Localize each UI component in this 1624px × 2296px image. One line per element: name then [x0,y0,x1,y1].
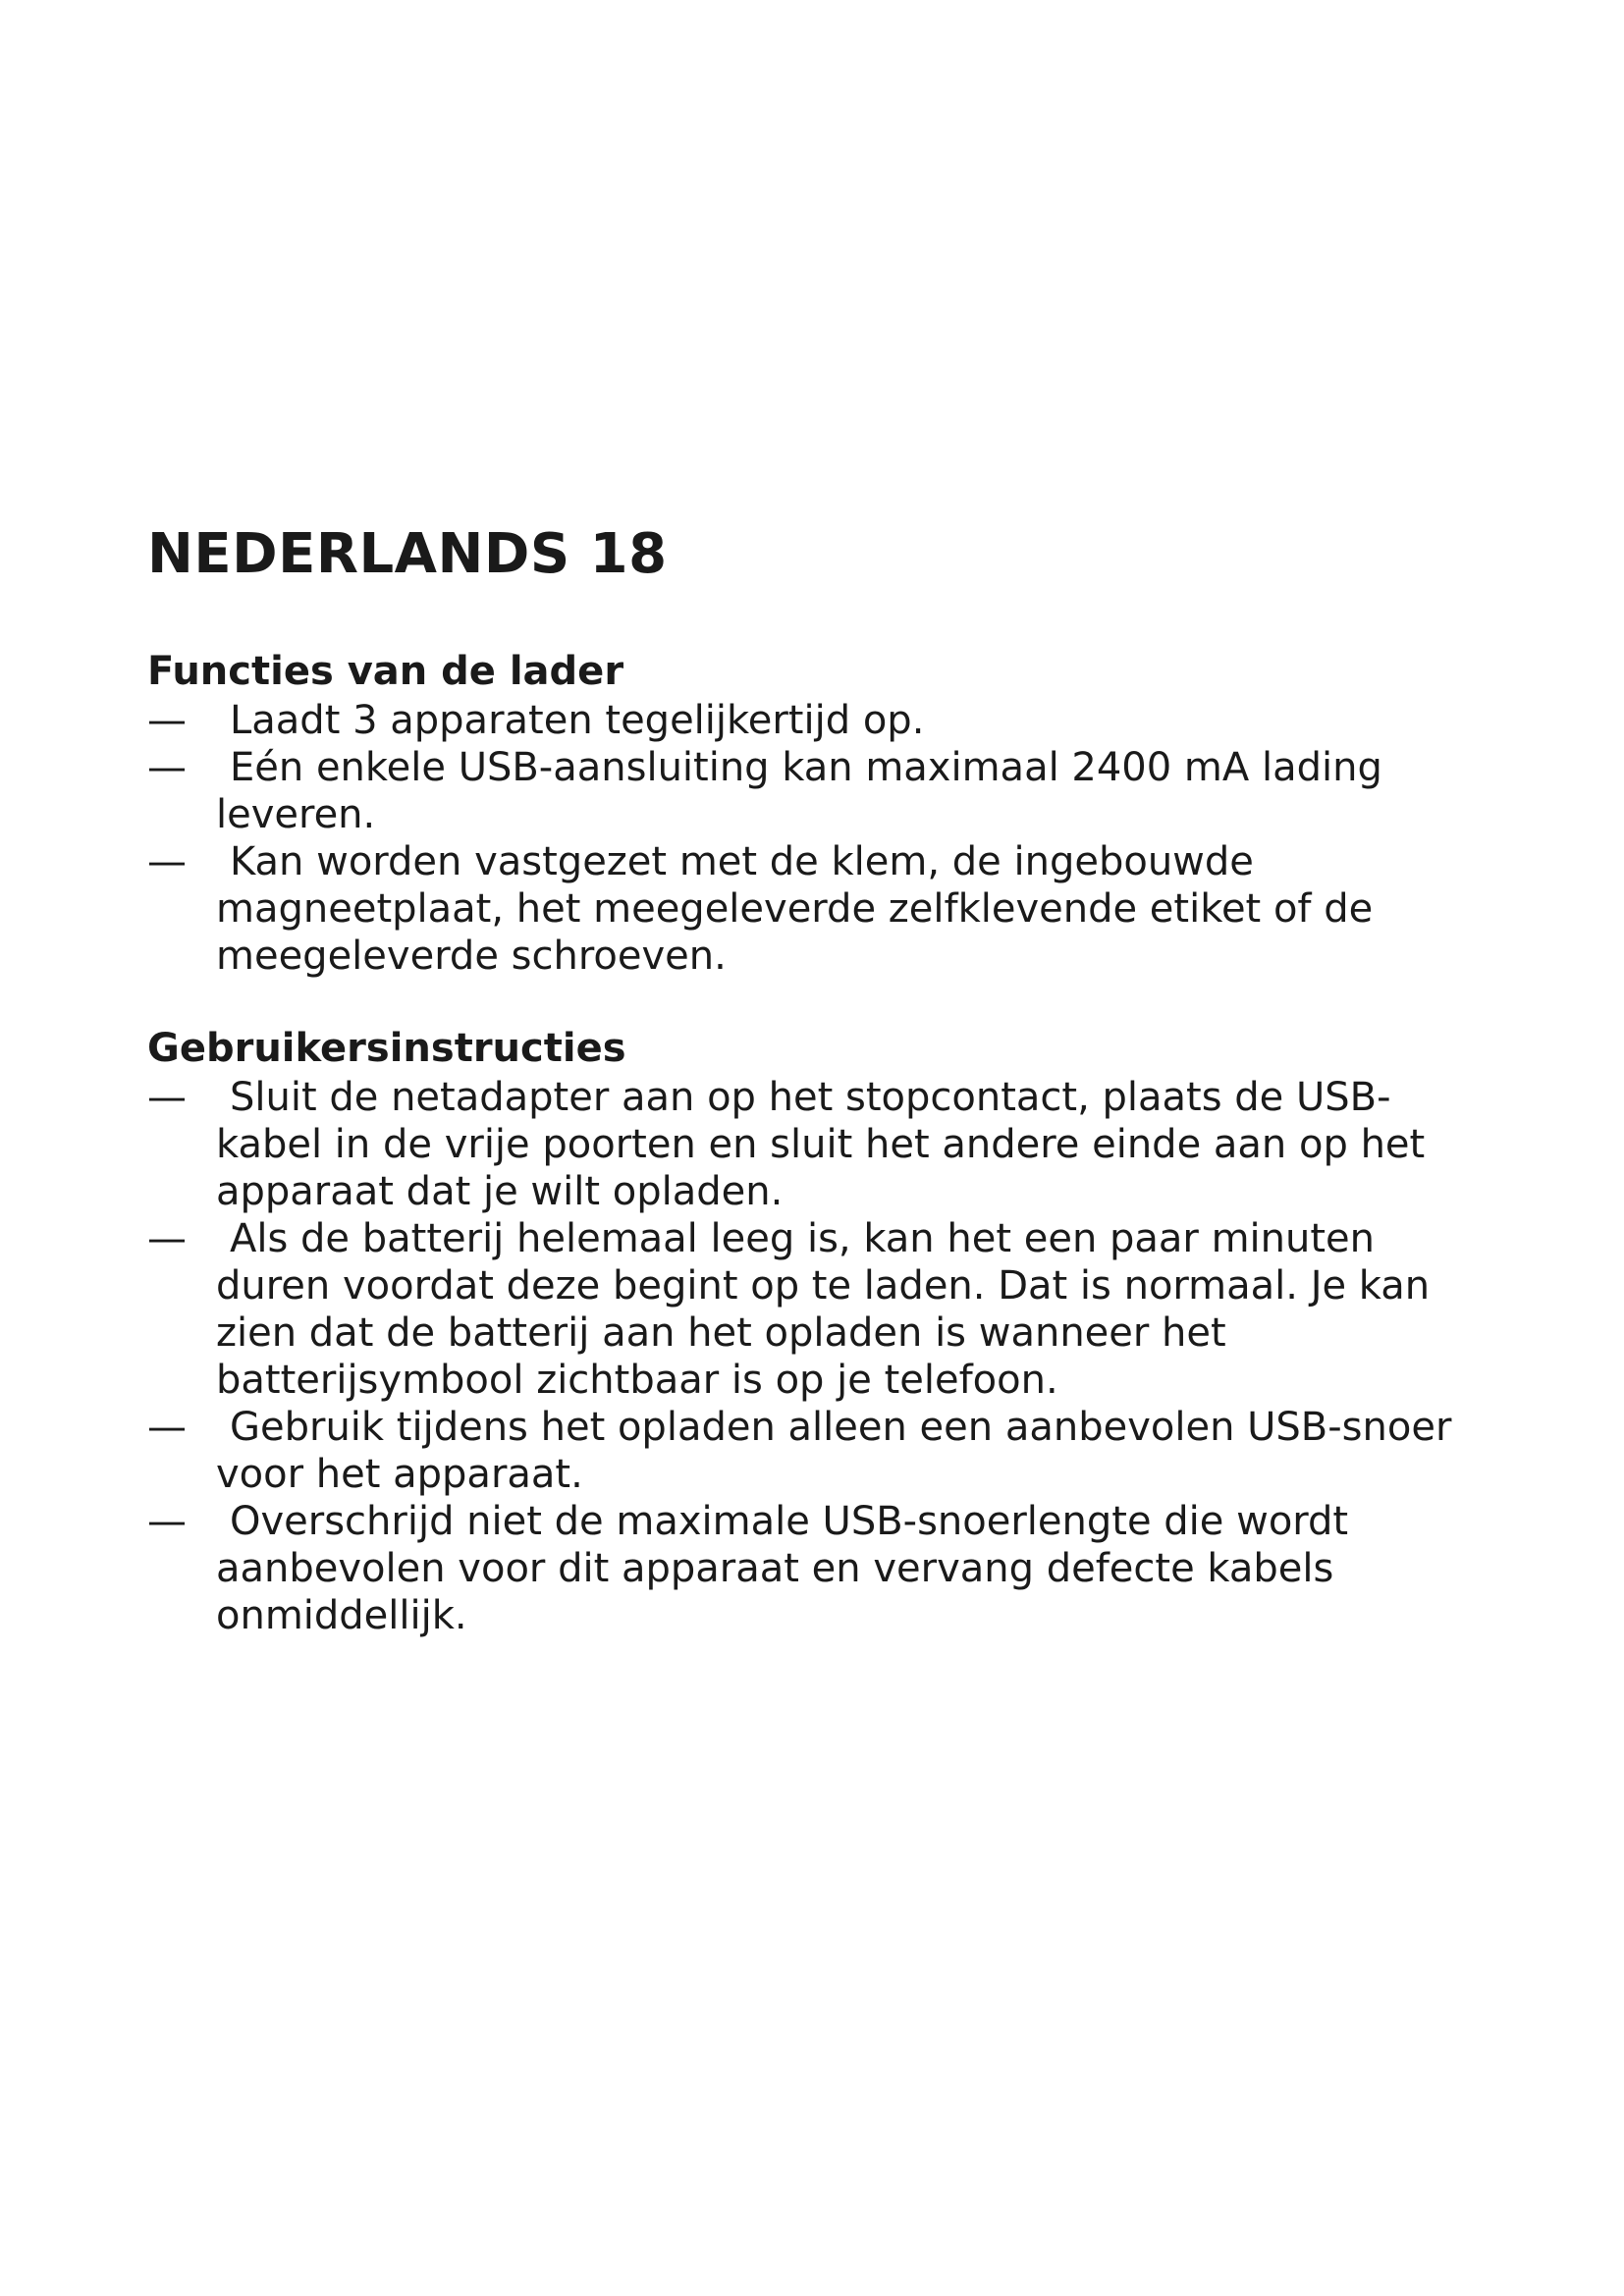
section-heading: Functies van de lader [147,649,624,694]
dash-bullet-icon: — [147,1499,187,1544]
list-item-text: Gebruik tijdens het opladen alleen een aanbevolen USB-snoer voor het apparaat. [216,1405,1452,1497]
list-item [147,1215,1492,1404]
list-item [147,697,1492,744]
list-item [147,838,1492,980]
dash-bullet-icon: — [147,745,187,790]
page-title: NEDERLANDS 18 [147,522,668,586]
list-item-text: Als de batterij helemaal leeg is, kan het een paar minuten duren voordat deze begint op te laden. Dat is normaal. Je kan zien dat de batterij aan het opladen is wanneer het batterijsymbool zichtbaar is op je telefoon. [216,1216,1431,1403]
dash-bullet-icon: — [147,1216,187,1261]
document-page [147,520,1492,1639]
section-heading: Gebruikersinstructies [147,1026,626,1071]
list-item [147,1074,1492,1215]
list-item-text: Kan worden vastgezet met de klem, de ingebouwde magneetplaat, het meegeleverde zelfklevende etiket of de meegeleverde schroeven. [216,839,1374,979]
dash-bullet-icon: — [147,1075,187,1120]
list-item [147,1404,1492,1498]
bullet-list [147,1074,1492,1639]
dash-bullet-icon: — [147,1405,187,1450]
list-item-text: Eén enkele USB-aansluiting kan maximaal 2400 mA lading leveren. [216,745,1382,837]
section-user-instructions [147,1023,1492,1639]
dash-bullet-icon: — [147,698,187,743]
section-charger-features [147,646,1492,980]
list-item-text: Sluit de netadapter aan op het stopcontact, plaats de USB-kabel in de vrije poorten en sluit het andere einde aan op het apparaat dat je wilt opladen. [216,1075,1426,1214]
bullet-list [147,697,1492,980]
list-item-text: Laadt 3 apparaten tegelijkertijd op. [230,698,925,743]
dash-bullet-icon: — [147,839,187,884]
list-item-text: Overschrijd niet de maximale USB-snoerlengte die wordt aanbevolen voor dit apparaat en vervang defecte kabels onmiddellijk. [216,1499,1349,1638]
list-item [147,1498,1492,1639]
list-item [147,744,1492,838]
